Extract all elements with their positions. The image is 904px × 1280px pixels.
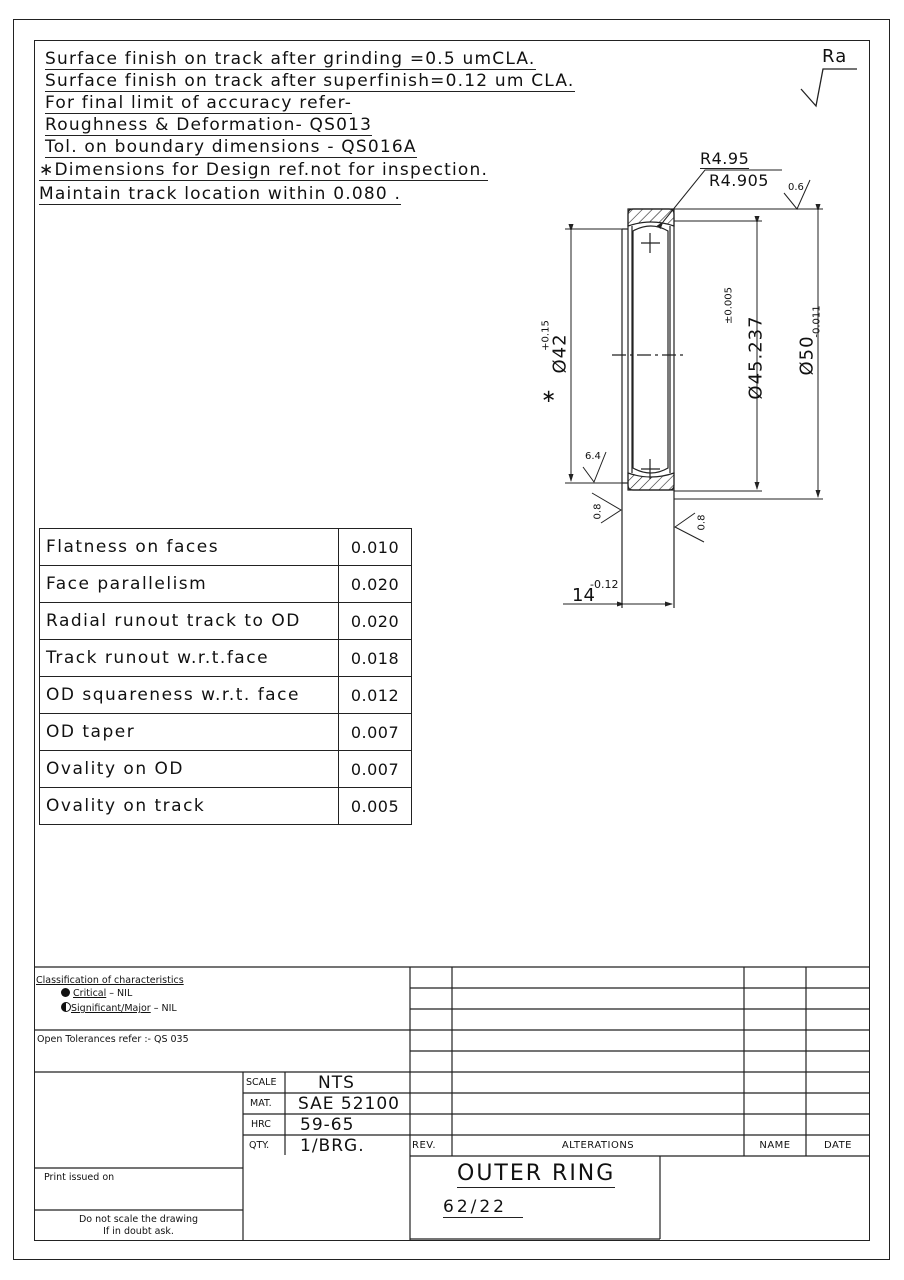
table-row [40,566,412,603]
critical-label: Critical [73,988,107,999]
critical-row [61,988,132,999]
do-not-scale-1: Do not scale the drawing [78,1214,199,1225]
note-text: For final limit of accuracy refer- [45,93,353,113]
tolerance-value: 0.010 [339,529,412,566]
tolerance-label: OD squareness w.r.t. face [40,677,339,714]
od-diameter: Ø50 [796,335,818,376]
roughness-face-left: 0.8 [592,503,604,520]
part-title: OUTER RING [457,1161,616,1186]
tolerance-value: 0.012 [339,677,412,714]
ring-outline [628,209,674,490]
qty-value: 1/BRG. [300,1136,365,1156]
scale-label: SCALE [246,1077,277,1088]
bore-diameter: Ø42 [549,333,571,374]
open-tolerances: Open Tolerances refer :- QS 035 [37,1034,189,1045]
tolerance-label: Flatness on faces [40,529,339,566]
table-row [40,640,412,677]
roughness-top: 0.6 [788,182,804,193]
note-text: Surface finish on track after superfinish=0.12 um CLA. [45,71,575,91]
surface-finish-symbol [801,69,857,106]
table-row [40,751,412,788]
tolerance-value: 0.018 [339,640,412,677]
tolerance-label: Face parallelism [40,566,339,603]
alterations-header: ALTERATIONS [561,1140,635,1151]
ra-label: Ra [822,46,848,67]
tolerance-label: Ovality on OD [40,751,339,788]
critical-dot-icon [61,988,70,997]
hrc-label: HRC [251,1119,271,1130]
dimension-lines [563,170,823,604]
section-hatch-bottom [628,473,674,490]
part-number: 62/22 [443,1197,523,1218]
note-text: Tol. on boundary dimensions - QS016A [45,137,417,157]
ring-section [612,209,686,608]
significant-label: Significant/Major [71,1003,151,1014]
tolerance-value: 0.007 [339,751,412,788]
tolerance-value: 0.020 [339,603,412,640]
scale-value: NTS [318,1073,355,1093]
width-tolerance: -0.12 [590,578,619,591]
hrc-value: 59-65 [300,1115,355,1135]
tolerance-label: Radial runout track to OD [40,603,339,640]
significant-value: – NIL [150,1003,177,1014]
bore-tolerance: +0.15 [540,320,552,351]
radius-lower: R4.905 [709,171,769,190]
table-row [40,788,412,825]
name-header: NAME [759,1140,791,1151]
table-row [40,603,412,640]
tolerance-table [39,528,412,825]
roughness-face-right: 0.8 [696,514,708,531]
do-not-scale-2: If in doubt ask. [103,1226,174,1237]
half-dot-icon [61,1002,71,1012]
tolerance-value: 0.007 [339,714,412,751]
note-text: Maintain track location within 0.080 . [39,184,402,204]
mat-value: SAE 52100 [298,1094,400,1114]
width-dimension: 14 [572,585,595,606]
tolerance-value: 0.020 [339,566,412,603]
od-tolerance: -0.011 [811,305,823,338]
note-text: ∗Dimensions for Design ref.not for inspection. [39,160,489,180]
note-text: Surface finish on track after grinding =0.5 umCLA. [45,49,536,69]
note-text: Roughness & Deformation- QS013 [45,115,373,135]
mat-label: MAT. [250,1098,272,1109]
tolerance-value: 0.005 [339,788,412,825]
radius-upper: R4.95 [700,149,750,168]
date-header: DATE [823,1140,852,1151]
significant-row [61,1002,177,1014]
bore-design-marker: ∗ [541,386,557,407]
tolerance-label: Track runout w.r.t.face [40,640,339,677]
rev-header: REV. [412,1140,436,1151]
track-diameter: Ø45.237 [745,315,767,400]
critical-value: – NIL [106,988,133,999]
table-row [40,714,412,751]
classification-title: Classification of characteristics [36,975,184,986]
tolerance-label: Ovality on track [40,788,339,825]
track-tolerance: ±0.005 [723,287,735,325]
roughness-track: 6.4 [585,451,601,462]
qty-label: QTY. [249,1140,270,1151]
table-row [40,677,412,714]
print-issued: Print issued on [44,1172,115,1183]
table-row [40,529,412,566]
tolerance-label: OD taper [40,714,339,751]
